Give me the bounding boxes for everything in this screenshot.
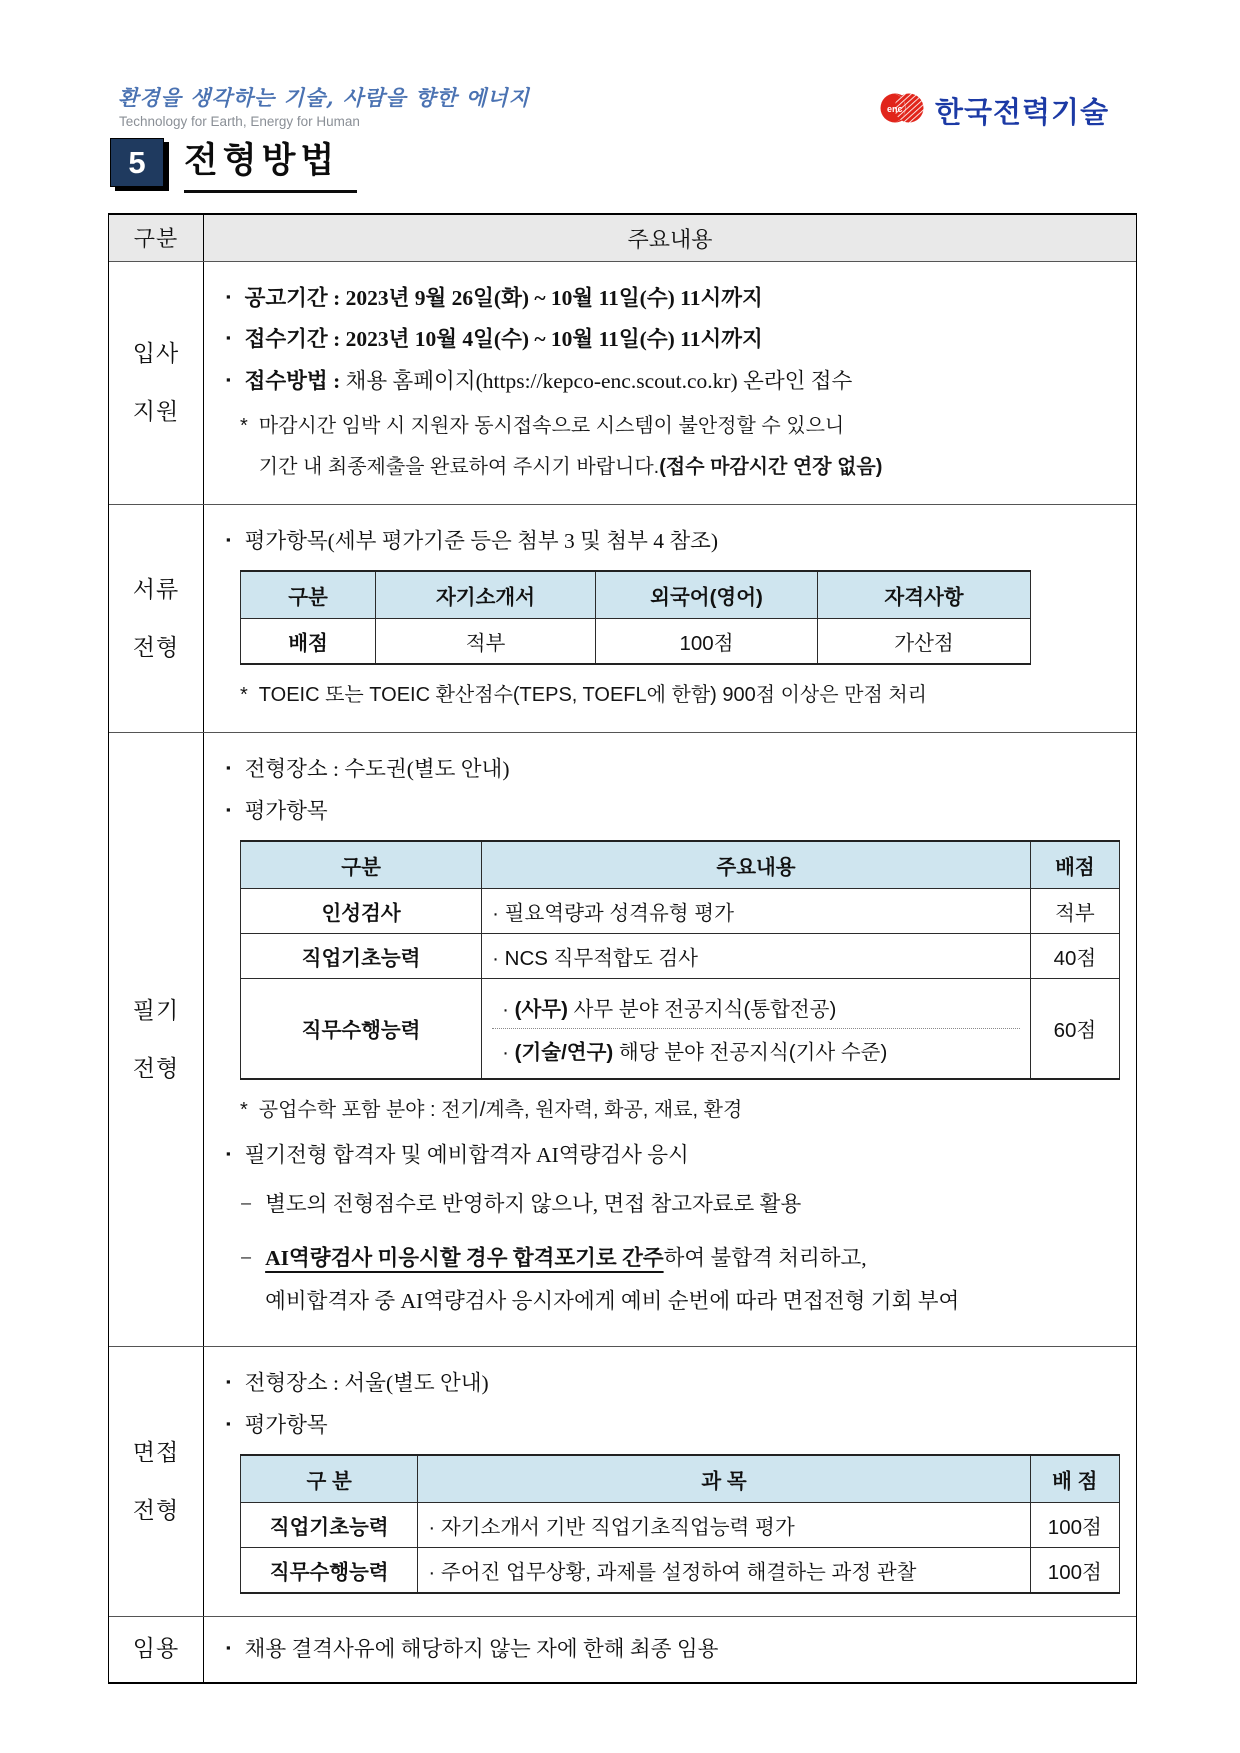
subtable-header-row	[241, 1455, 1120, 1503]
separator: :	[327, 286, 346, 310]
logo-enc-text: enc	[887, 104, 903, 114]
row-content-written	[204, 733, 1136, 1346]
subtable-data-row	[241, 888, 1120, 933]
bullet-square-icon: ▪	[226, 330, 231, 346]
dash-text: 별도의 전형점수로 반영하지 않으나, 면접 참고자료로 활용	[265, 1192, 802, 1217]
description-office: · (사무) 사무 분야 전공지식(통합전공)	[492, 986, 1020, 1029]
category-cell: 직무수행능력	[241, 1547, 418, 1593]
document-score-table	[240, 570, 1031, 665]
row-label-document	[109, 505, 204, 732]
description-cell: · 필요역량과 성격유형 평가	[482, 888, 1031, 933]
dash-ai-note1	[240, 1183, 1120, 1226]
separator: :	[327, 368, 346, 393]
bullet-test-location	[224, 753, 1120, 786]
dash-icon: −	[240, 1192, 253, 1217]
logo-company-name: 한국전력기술	[935, 97, 1110, 129]
score-value: 60점	[1030, 978, 1119, 1079]
subtable-data-row	[241, 619, 1031, 665]
row-interview	[109, 1346, 1136, 1616]
bullet-square-icon: ▪	[226, 1374, 231, 1390]
category-cell: 직업기초능력	[241, 933, 482, 978]
row-label-line: 서류	[132, 577, 180, 603]
asterisk-icon: *	[240, 414, 248, 437]
header-cell-content: 주요내용	[627, 226, 713, 252]
separator: :	[327, 327, 346, 352]
row-label-line: 입사	[132, 341, 180, 367]
bullet-text: 채용 결격사유에 해당하지 않는 자에 한해 최종 임용	[244, 1636, 719, 1661]
description-tech: · (기술/연구) 해당 분야 전공지식(기사 수준)	[502, 1040, 888, 1064]
bullet-text: 전형장소 : 수도권(별도 안내)	[244, 757, 510, 782]
score-value: 적부	[376, 619, 596, 665]
company-slogan: 환경을 생각하는 기술, 사람을 향한 에너지	[118, 85, 530, 110]
bullet-square-icon: ▪	[226, 531, 231, 547]
row-content-application	[204, 262, 1136, 504]
bullet-text: 2023년 9월 26일(화) ~ 10월 11일(수) 11시까지	[345, 286, 763, 310]
subtable-header-cell: 자격사항	[818, 571, 1031, 619]
category-cell: 직무수행능력	[241, 978, 482, 1079]
category-cell: 직업기초능력	[241, 1502, 418, 1547]
subtable-data-row	[241, 933, 1120, 978]
bullet-square-icon: ▪	[226, 1415, 231, 1431]
bullet-label: 접수기간	[244, 327, 328, 352]
bullet-evaluation-items	[224, 1409, 1120, 1442]
score-value: 100점	[596, 619, 818, 665]
score-value: 가산점	[818, 619, 1031, 665]
section-number-badge: 5	[110, 138, 164, 187]
bullet-receipt-method	[224, 365, 1120, 398]
description-cell: · 자기소개서 기반 직업기초직업능력 평가	[418, 1502, 1030, 1547]
application-url-text: 채용 홈페이지(https://kepco-enc.scout.co.kr) 온라인 접수	[345, 368, 853, 393]
category-cell: 인성검사	[241, 888, 482, 933]
note-line: 공업수학 포함 분야 : 전기/계측, 원자력, 화공, 재료, 환경	[258, 1098, 743, 1121]
company-tagline: Technology for Earth, Energy for Human	[119, 114, 360, 129]
bullet-square-icon: ▪	[226, 760, 231, 776]
company-logo	[878, 90, 1109, 131]
section-title: 전형방법	[184, 133, 357, 193]
row-content-document	[204, 505, 1136, 732]
bullet-text: 전형장소 : 서울(별도 안내)	[244, 1371, 489, 1396]
row-content-appointment	[204, 1617, 1136, 1682]
description-cell: · NCS 직무적합도 검사	[482, 933, 1031, 978]
subtable-header-cell: 구분	[241, 571, 376, 619]
subtable-header-row	[241, 571, 1031, 619]
row-content-interview	[204, 1347, 1136, 1616]
score-value: 적부	[1030, 888, 1119, 933]
bullet-square-icon: ▪	[226, 1145, 231, 1161]
row-label-line: 면접	[132, 1440, 180, 1465]
interview-score-table	[240, 1454, 1120, 1594]
score-value: 100점	[1030, 1502, 1119, 1547]
row-label-line: 전형	[132, 1055, 180, 1081]
bullet-text: 평가항목	[244, 798, 328, 823]
subtable-header-cell: 구분	[241, 841, 482, 889]
bullet-label: 접수방법	[244, 368, 328, 393]
note-deadline-warning	[240, 406, 1120, 488]
bullet-text: 평가항목(세부 평가기준 등은 첨부 3 및 첨부 4 참조)	[244, 528, 719, 553]
row-written-test	[109, 732, 1136, 1346]
note-line: 기간 내 최종제출을 완료하여 주시기 바랍니다.	[258, 455, 660, 478]
subtable-header-cell: 배점	[1030, 841, 1119, 889]
subtable-header-cell: 구 분	[241, 1455, 418, 1503]
score-value: 40점	[1030, 933, 1119, 978]
row-application	[109, 261, 1136, 504]
bullet-notice-period	[224, 282, 1120, 315]
bullet-text: 평가항목	[244, 1412, 328, 1437]
subtable-data-row	[241, 1502, 1120, 1547]
written-score-table	[240, 840, 1120, 1080]
note-line: 마감시간 임박 시 지원자 동시접속으로 시스템이 불안정할 수 있으니	[258, 414, 845, 437]
row-label-line: 필기	[132, 998, 180, 1024]
dash-ai-note2	[240, 1237, 1120, 1323]
dash-text: 예비합격자 중 AI역량검사 응시자에게 예비 순번에 따라 면접전형 기회 부여	[265, 1289, 960, 1314]
subtable-header-cell: 과 목	[418, 1455, 1030, 1503]
header-cell-gubun: 구분	[109, 215, 204, 261]
split-description-cell	[482, 978, 1031, 1079]
bullet-final-appointment	[224, 1633, 1120, 1666]
description-cell: · 주어진 업무상황, 과제를 설정하여 해결하는 과정 관찰	[418, 1547, 1030, 1593]
note-toeic	[240, 675, 1120, 716]
bullet-text: 2023년 10월 4일(수) ~ 10월 11일(수) 11시까지	[345, 327, 763, 352]
subtable-header-cell: 주요내용	[482, 841, 1031, 889]
row-label-line: 임용	[132, 1636, 180, 1662]
bullet-square-icon: ▪	[226, 801, 231, 817]
subtable-header-cell: 배 점	[1030, 1455, 1119, 1503]
bullet-text: 필기전형 합격자 및 예비합격자 AI역량검사 응시	[244, 1142, 689, 1167]
subtable-header-cell: 자기소개서	[376, 571, 596, 619]
bullet-label: 공고기간	[244, 286, 328, 310]
row-label-interview	[109, 1347, 204, 1616]
subtable-data-row	[241, 978, 1120, 1079]
selection-method-table	[108, 213, 1137, 1684]
note-line: TOEIC 또는 TOEIC 환산점수(TEPS, TOEFL에 한함) 900점 이상은 만점 처리	[258, 684, 927, 707]
row-label-written	[109, 733, 204, 1346]
dash-icon: −	[240, 1246, 253, 1271]
row-label-line: 전형	[132, 1497, 180, 1523]
score-row-label: 배점	[241, 619, 376, 665]
kepco-enc-globe-icon	[878, 91, 926, 130]
bullet-square-icon: ▪	[226, 371, 231, 387]
bullet-receipt-period	[224, 323, 1120, 356]
bullet-evaluation-items	[224, 795, 1120, 828]
row-label-line: 전형	[132, 634, 180, 660]
bullet-square-icon: ▪	[226, 1639, 231, 1655]
bullet-interview-location	[224, 1367, 1120, 1400]
asterisk-icon: *	[240, 1098, 248, 1121]
subtable-data-row	[241, 1547, 1120, 1593]
bullet-evaluation-items	[224, 525, 1120, 558]
row-label-line: 지원	[132, 398, 180, 424]
table-header-row	[109, 215, 1136, 261]
row-appointment	[109, 1616, 1136, 1682]
bullet-ai-test	[224, 1139, 1120, 1172]
dash-text: 하여 불합격 처리하고,	[663, 1246, 867, 1271]
note-engineering-math	[240, 1090, 1120, 1131]
asterisk-icon: *	[240, 684, 248, 707]
row-label-appointment	[109, 1617, 204, 1682]
bullet-square-icon: ▪	[226, 289, 231, 304]
row-label-application	[109, 262, 204, 504]
dash-bold-underline-text: AI역량검사 미응시할 경우 합격포기로 간주	[265, 1246, 664, 1271]
note-bold-text: (접수 마감시간 연장 없음)	[659, 455, 883, 478]
row-document-screening	[109, 504, 1136, 732]
subtable-header-cell: 외국어(영어)	[596, 571, 818, 619]
score-value: 100점	[1030, 1547, 1119, 1593]
subtable-header-row	[241, 841, 1120, 889]
